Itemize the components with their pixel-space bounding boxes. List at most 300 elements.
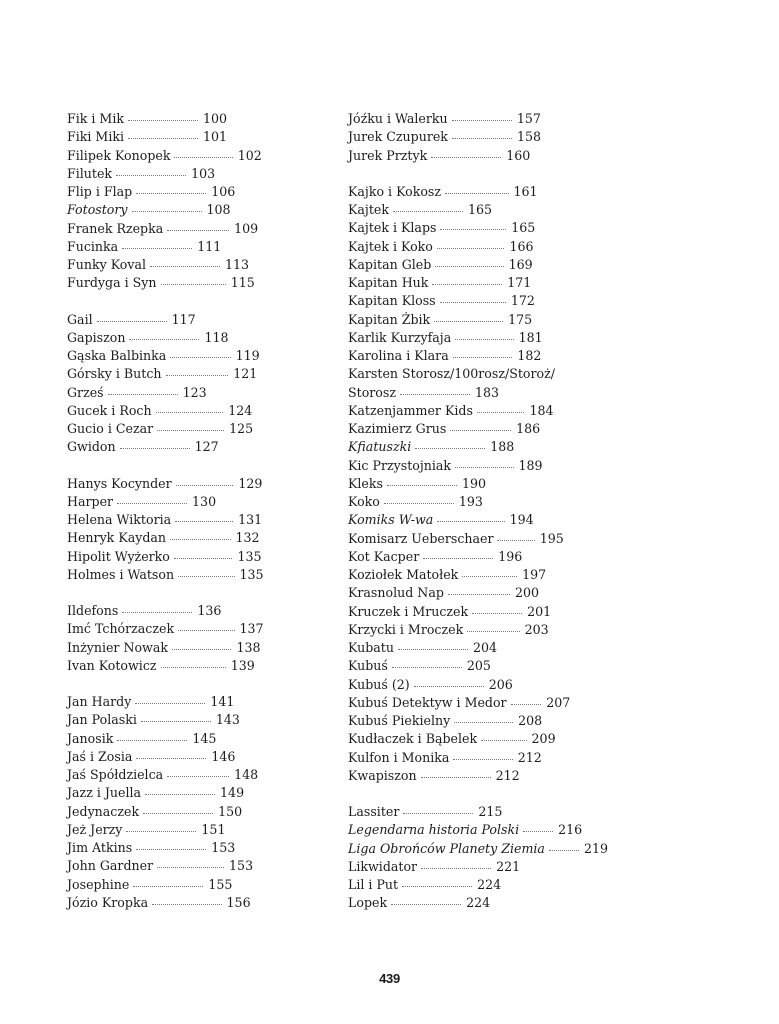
dot-leader [170,538,230,540]
entry-title: Karsten Storosz/100rosz/Storoż/ [348,366,555,382]
dot-leader [472,612,522,614]
entry-title: Kajtek i Klaps [348,220,437,236]
entry-title: Jeż Jerzy [67,821,123,837]
entry-page-number: 146 [211,748,236,764]
entry-page-number: 102 [237,147,262,163]
entry-title: Kleks [348,475,383,491]
dot-leader [497,539,534,541]
index-entry [67,201,357,219]
index-entry [348,201,648,219]
entry-page-number: 188 [490,439,515,455]
index-entry [348,621,648,639]
entry-page-number: 149 [220,785,245,801]
index-entry [348,365,648,383]
entry-page-number: 124 [228,402,253,418]
dot-leader [453,758,512,760]
index-entry [67,493,357,511]
index-entry [67,839,357,857]
entry-page-number: 137 [239,621,264,637]
index-entry [67,529,357,547]
dot-leader [455,466,513,468]
dot-leader [448,593,510,595]
entry-title: Furdyga i Syn [67,275,157,291]
entry-page-number: 160 [506,147,531,163]
entry-page-number: 201 [527,603,552,619]
dot-leader [452,119,512,121]
index-group [67,110,357,293]
index-entry [67,730,357,748]
index-entry [348,147,648,165]
index-entry [348,840,648,858]
dot-leader [117,739,187,741]
entry-page-number: 150 [218,803,243,819]
entry-page-number: 205 [466,658,491,674]
index-entry [348,530,648,548]
entry-title: Kajtek [348,202,389,217]
entry-title: Kubuś [348,658,388,674]
dot-leader [175,520,233,522]
dot-leader [437,247,505,249]
index-entry [348,821,648,839]
entry-title: Gail [67,311,93,327]
dot-leader [172,648,232,650]
index-entry [348,493,648,511]
index-entry [67,183,357,201]
dot-leader [511,703,542,705]
entry-title: Kfiatuszki [348,439,412,455]
entry-page-number: 156 [226,894,251,910]
index-entry [348,511,648,529]
dot-leader [549,849,579,851]
index-entry [348,566,648,584]
entry-title: Katzenjammer Kids [348,402,473,418]
index-entry [348,110,648,128]
dot-leader [152,903,221,905]
page-number: 439 [379,971,400,986]
dot-leader [128,119,198,121]
entry-page-number: 135 [237,548,262,564]
entry-page-number: 197 [522,567,547,582]
entry-title: Górsky i Butch [67,366,162,382]
index-entry [67,311,357,329]
entry-title: Janosik [67,730,114,746]
entry-title: Kajko i Kokosz [348,183,442,199]
entry-page-number: 117 [171,311,196,327]
entry-page-number: 135 [239,566,264,582]
entry-page-number: 221 [496,858,521,874]
index-entry [67,384,357,402]
dot-leader [161,283,226,285]
index-group [348,183,648,785]
entry-title: Kubuś Detektyw i Medor [348,694,507,710]
dot-leader [97,320,167,322]
dot-leader [133,885,203,887]
dot-leader [437,520,504,522]
index-group [67,602,357,675]
entry-title: Hipolit Wyżerko [67,548,170,564]
dot-leader [393,210,463,212]
index-entry [67,256,357,274]
entry-title: Jurek Prztyk [348,147,428,163]
index-entry [67,128,357,146]
entry-title: Karolina i Klara [348,348,449,363]
entry-page-number: 148 [234,767,259,782]
entry-page-number: 212 [517,749,542,765]
entry-page-number: 171 [507,275,532,290]
index-entry [67,329,357,347]
dot-leader [434,320,503,322]
entry-page-number: 129 [238,475,263,491]
dot-leader [117,502,187,504]
entry-page-number: 153 [229,858,254,874]
entry-title: Kubatu [348,640,394,655]
dot-leader [481,739,526,741]
entry-title: Kubuś Piekielny [348,713,451,728]
entry-page-number: 138 [236,639,261,655]
dot-leader [167,775,229,777]
dot-leader [415,447,485,449]
index-entry [67,711,357,729]
entry-page-number: 113 [225,257,250,272]
dot-leader [136,848,206,850]
index-entry [67,220,357,238]
entry-page-number: 184 [529,402,554,418]
index-group [67,475,357,585]
index-entry [67,894,357,912]
dot-leader [178,575,234,577]
index-entry [67,147,357,165]
dot-leader [453,356,513,358]
entry-title: Kwapiszon [348,767,417,783]
entry-page-number: 183 [474,384,500,400]
entry-page-number: 165 [467,202,493,217]
dot-leader [387,484,457,486]
index-entry [348,183,648,201]
dot-leader [129,338,199,340]
entry-title: Ivan Kotowicz [67,657,157,673]
entry-title: Kubuś (2) [348,676,410,692]
index-entry [67,110,357,128]
entry-page-number: 127 [194,439,219,455]
dot-leader [120,447,190,449]
dot-leader [167,229,229,231]
entry-title: Krasnolud Nap [348,585,444,601]
index-entry [348,876,648,894]
index-entry [67,748,357,766]
index-entry [348,219,648,237]
dot-leader [431,156,501,158]
entry-page-number: 132 [235,530,260,546]
entry-page-number: 204 [472,640,498,655]
dot-leader [136,192,206,194]
index-entry [348,475,648,493]
index-entry [67,602,357,620]
index-entry [67,365,357,383]
dot-leader [454,721,513,723]
entry-page-number: 125 [229,421,254,436]
dot-leader [421,776,491,778]
index-entry [67,238,357,256]
dot-leader [161,666,226,668]
entry-page-number: 155 [208,876,233,892]
dot-leader [170,356,230,358]
entry-page-number: 169 [508,256,533,272]
entry-title: Jurek Czupurek [348,129,448,145]
index-entry [67,402,357,420]
entry-page-number: 109 [234,220,259,236]
entry-page-number: 195 [539,530,564,546]
dot-leader [423,557,493,559]
entry-title: Lopek [348,895,388,911]
entry-page-number: 175 [508,311,533,327]
entry-title: Fiki Miki [67,129,125,145]
entry-title: Lil i Put [348,877,399,892]
index-entry [67,857,357,875]
dot-leader [116,174,186,176]
dot-leader [157,866,224,868]
index-entry [67,784,357,802]
entry-title: Inżynier Nowak [67,639,168,655]
entry-page-number: 136 [197,603,222,618]
entry-title: Franek Rzepka [67,220,164,236]
index-entry [67,475,357,493]
dot-leader [150,265,220,267]
index-group [67,693,357,912]
dot-leader [174,557,233,559]
entry-page-number: 215 [478,804,503,819]
dot-leader [135,702,205,704]
index-group [67,311,357,457]
entry-page-number: 224 [477,877,502,892]
entry-title: Karlik Kurzyfaja [348,329,452,345]
entry-title: Fotostory [67,202,128,218]
dot-leader [136,757,206,759]
entry-page-number: 115 [230,275,255,291]
entry-title: Kudłaczek i Bąbelek [348,731,478,747]
index-entry [348,730,648,748]
index-group [348,803,648,913]
entry-title: Fucinka [67,238,119,254]
index-group [348,110,648,165]
entry-title: John Gardner [67,858,154,874]
dot-leader [132,210,202,212]
entry-page-number: 123 [182,384,207,400]
dot-leader [477,411,525,413]
dot-leader [391,903,461,905]
dot-leader [421,867,491,869]
entry-title: Gwidon [67,439,116,455]
entry-title: Jaś Spółdzielca [67,767,164,782]
entry-title: Jedynaczek [67,803,140,819]
index-column-left [67,110,357,930]
index-entry [67,693,357,711]
entry-page-number: 207 [546,694,571,710]
entry-title: Filutek [67,165,113,181]
entry-page-number: 165 [511,220,536,236]
entry-title: Kot Kacper [348,548,420,564]
dot-leader [462,575,517,577]
entry-title: Ildefons [67,603,119,618]
entry-page-number: 182 [517,348,542,363]
entry-title: Gąska Balbinka [67,348,167,363]
entry-title: Kapitan Gleb [348,256,432,272]
entry-page-number: 100 [203,111,228,126]
entry-title: Gucek i Roch [67,402,152,418]
entry-page-number: 194 [509,512,534,528]
index-entry [348,639,648,657]
entry-title: Kapitan Huk [348,275,429,290]
entry-title: Holmes i Watson [67,566,175,582]
dot-leader [414,685,484,687]
entry-page-number: 103 [191,165,216,181]
dot-leader [445,192,508,194]
entry-page-number: 161 [513,183,538,199]
dot-leader [523,830,553,832]
entry-title: Hanys Kocynder [67,475,172,491]
dot-leader [157,429,224,431]
entry-title: Józio Kropka [67,894,149,910]
entry-page-number: 121 [233,366,258,382]
entry-page-number: 208 [518,713,543,728]
entry-title: Filipek Konopek [67,147,171,163]
entry-title: Komiks W-wa [348,512,434,528]
index-entry [348,657,648,675]
entry-page-number: 111 [197,238,222,254]
entry-page-number: 141 [210,694,235,709]
index-entry [348,457,648,475]
entry-title: Legendarna historia Polski [348,822,520,838]
entry-title: Kic Przystojniak [348,457,452,473]
dot-leader [467,630,519,632]
index-entry [67,803,357,821]
index-entry [348,238,648,256]
index-entry [348,292,648,310]
entry-page-number: 143 [215,712,240,728]
entry-page-number: 130 [192,493,217,509]
index-entry [348,858,648,876]
entry-title: Likwidator [348,858,418,874]
index-entry [348,438,648,456]
entry-title: Jóźku i Walerku [348,111,448,126]
entry-title: Kajtek i Koko [348,238,433,254]
dot-leader [156,411,224,413]
dot-leader [128,137,198,139]
entry-title: Koziołek Matołek [348,567,459,582]
index-entry [67,766,357,784]
index-entry [67,566,357,584]
entry-page-number: 101 [203,129,228,145]
entry-page-number: 172 [510,293,535,309]
dot-leader [145,793,215,795]
dot-leader [122,611,192,613]
index-entry [348,894,648,912]
index-entry [348,347,648,365]
index-entry [67,620,357,638]
entry-title: Storosz [348,384,396,400]
index-entry [67,657,357,675]
entry-page-number: 200 [514,585,539,601]
index-entry [348,694,648,712]
entry-page-number: 190 [461,475,487,491]
entry-title: Kazimierz Grus [348,421,447,436]
index-entry [67,821,357,839]
dot-leader [178,629,234,631]
entry-page-number: 118 [204,329,229,345]
index-entry [348,128,648,146]
index-entry [67,420,357,438]
entry-page-number: 151 [201,821,226,837]
dot-leader [176,484,234,486]
index-entry [348,420,648,438]
index-entry [67,274,357,292]
dot-leader [432,283,502,285]
entry-title: Krzycki i Mroczek [348,621,464,637]
dot-leader [384,502,454,504]
entry-page-number: 189 [518,457,543,473]
entry-page-number: 219 [583,840,608,856]
dot-leader [400,393,470,395]
dot-leader [440,228,506,230]
index-entry [348,749,648,767]
index-entry [348,676,648,694]
index-entry [67,511,357,529]
entry-page-number: 166 [509,238,534,254]
entry-title: Komisarz Ueberschaer [348,530,494,546]
entry-title: Jaś i Zosia [67,748,133,764]
entry-title: Kruczek i Mruczek [348,603,469,619]
entry-title: Helena Wiktoria [67,512,172,527]
dot-leader [450,429,511,431]
entry-page-number: 131 [238,512,263,527]
index-entry [348,384,648,402]
entry-title: Flip i Flap [67,184,133,199]
entry-title: Kapitan Żbik [348,311,431,327]
entry-page-number: 209 [531,731,556,747]
dot-leader [122,247,192,249]
entry-title: Jazz i Juella [67,785,142,801]
index-entry [348,274,648,292]
entry-title: Grześ [67,384,104,400]
dot-leader [141,720,211,722]
entry-page-number: 212 [495,767,520,783]
entry-title: Lassiter [348,804,400,819]
entry-title: Fik i Mik [67,111,124,126]
entry-page-number: 186 [516,421,541,436]
entry-page-number: 224 [466,895,491,911]
entry-title: Koko [348,494,380,509]
entry-page-number: 153 [211,840,236,855]
entry-title: Josephine [67,876,130,892]
index-entry [348,803,648,821]
index-entry [67,876,357,894]
index-entry [348,767,648,785]
index-entry [348,256,648,274]
entry-title: Liga Obrońców Planety Ziemia [348,840,545,856]
dot-leader [126,830,196,832]
entry-page-number: 216 [558,822,583,838]
entry-title: Harper [67,493,114,509]
entry-page-number: 181 [518,329,543,345]
entry-title: Jan Polaski [67,712,137,728]
dot-leader [398,648,468,650]
entry-page-number: 145 [192,730,217,746]
index-entry [67,438,357,456]
index-entry [67,165,357,183]
dot-leader [452,137,512,139]
dot-leader [392,666,462,668]
dot-leader [403,812,473,814]
entry-title: Gapiszon [67,329,126,345]
